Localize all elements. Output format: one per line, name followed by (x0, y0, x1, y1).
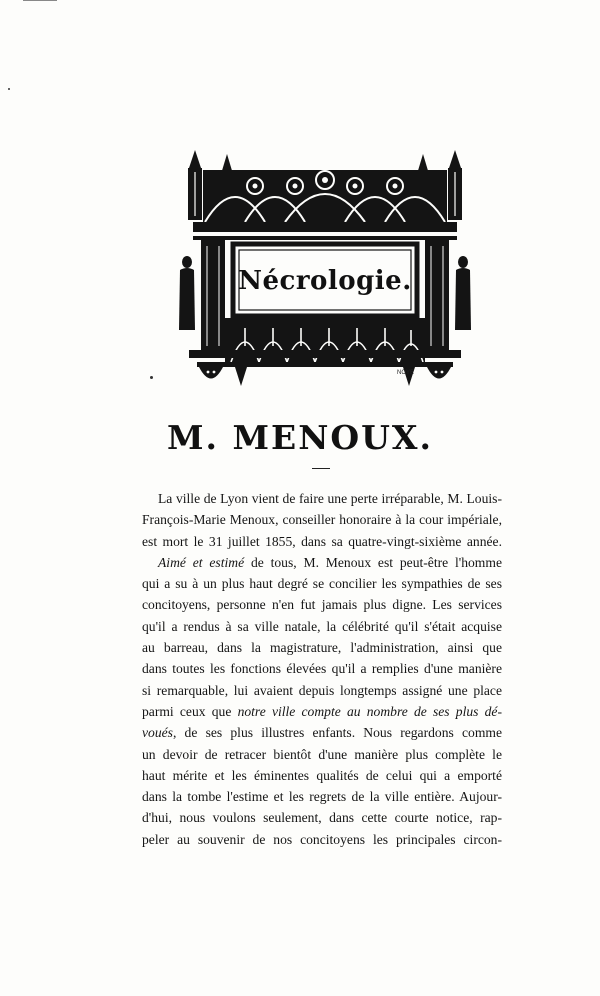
text-run: dans la tombe l'estime et les regrets de la ville entière. Aujour- (142, 789, 502, 805)
plate-title-necrologie: Nécrologie. (238, 266, 412, 296)
italic-text: notre ville compte au nombre de ses plus dé- (237, 703, 502, 719)
paragraph-2-line (142, 829, 502, 850)
paragraph-1-line (142, 509, 502, 530)
text-run: qu'il a rendus à sa ville natale, la célébrité qu'il s'était acquise (142, 618, 502, 634)
text-run: concitoyens, personne n'en fut jamais plus digne. Les services (142, 597, 502, 613)
text-run: si remarquable, lui avaient depuis longtemps assigné une place (142, 682, 502, 698)
paragraph-2-line (142, 680, 502, 701)
italic-text: voués (142, 725, 173, 741)
text-run: un devoir de retracer bientôt d'une manière plus complète le (142, 746, 502, 762)
text-run: au barreau, dans la magistrature, l'administration, ainsi que (142, 640, 502, 656)
engraver-signature: NOYE (397, 370, 415, 376)
text-run: de tous, M. Menoux est peut-être l'homme (244, 554, 502, 570)
paragraph-2-line (142, 616, 502, 637)
paragraph-2-line (142, 701, 502, 722)
paragraph-2-line (142, 722, 502, 743)
text-run: qui a su à un plus haut degré se concilier les sympathies de ses (142, 576, 502, 592)
paragraph-2-line (142, 744, 502, 765)
text-run: haut mérite et les éminentes qualités de celui qui a emporté (142, 767, 502, 783)
paragraph-1-line (142, 488, 502, 509)
article-body (142, 488, 502, 850)
paragraph-2-line (142, 658, 502, 679)
text-run: La ville de Lyon vient de faire une perte irréparable, M. Louis- (158, 491, 502, 506)
speck (150, 376, 153, 379)
text-run: d'hui, nous voulons seulement, dans cette courte notice, rap- (142, 810, 502, 826)
italic-text: Aimé et estimé (158, 554, 245, 570)
text-run: est mort le 31 juillet 1855, dans sa quatre-vingt-sixième année. (142, 533, 502, 549)
paragraph-2-line (142, 765, 502, 786)
text-run: dans toutes les fonctions élevées qu'il a remplies d'une manière (142, 661, 502, 677)
paragraph-2-line (142, 552, 502, 573)
paragraph-1-line (142, 531, 502, 552)
paragraph-2-line (142, 786, 502, 807)
text-run: parmi ceux que (142, 703, 238, 719)
text-run: peler au souvenir de nos concitoyens les principales circon- (142, 831, 502, 847)
heading-divider-rule (312, 468, 330, 469)
edge-mark (23, 0, 57, 1)
article-heading: M. MENOUX. (167, 418, 433, 457)
paragraph-2-line (142, 637, 502, 658)
speck (8, 88, 10, 90)
paragraph-2-line (142, 807, 502, 828)
paragraph-2-line (142, 594, 502, 615)
paragraph-2-line (142, 573, 502, 594)
text-run: François-Marie Menoux, conseiller honoraire à la cour impériale, (142, 512, 502, 528)
text-run: , de ses plus illustres enfants. Nous regardons comme (172, 725, 502, 741)
